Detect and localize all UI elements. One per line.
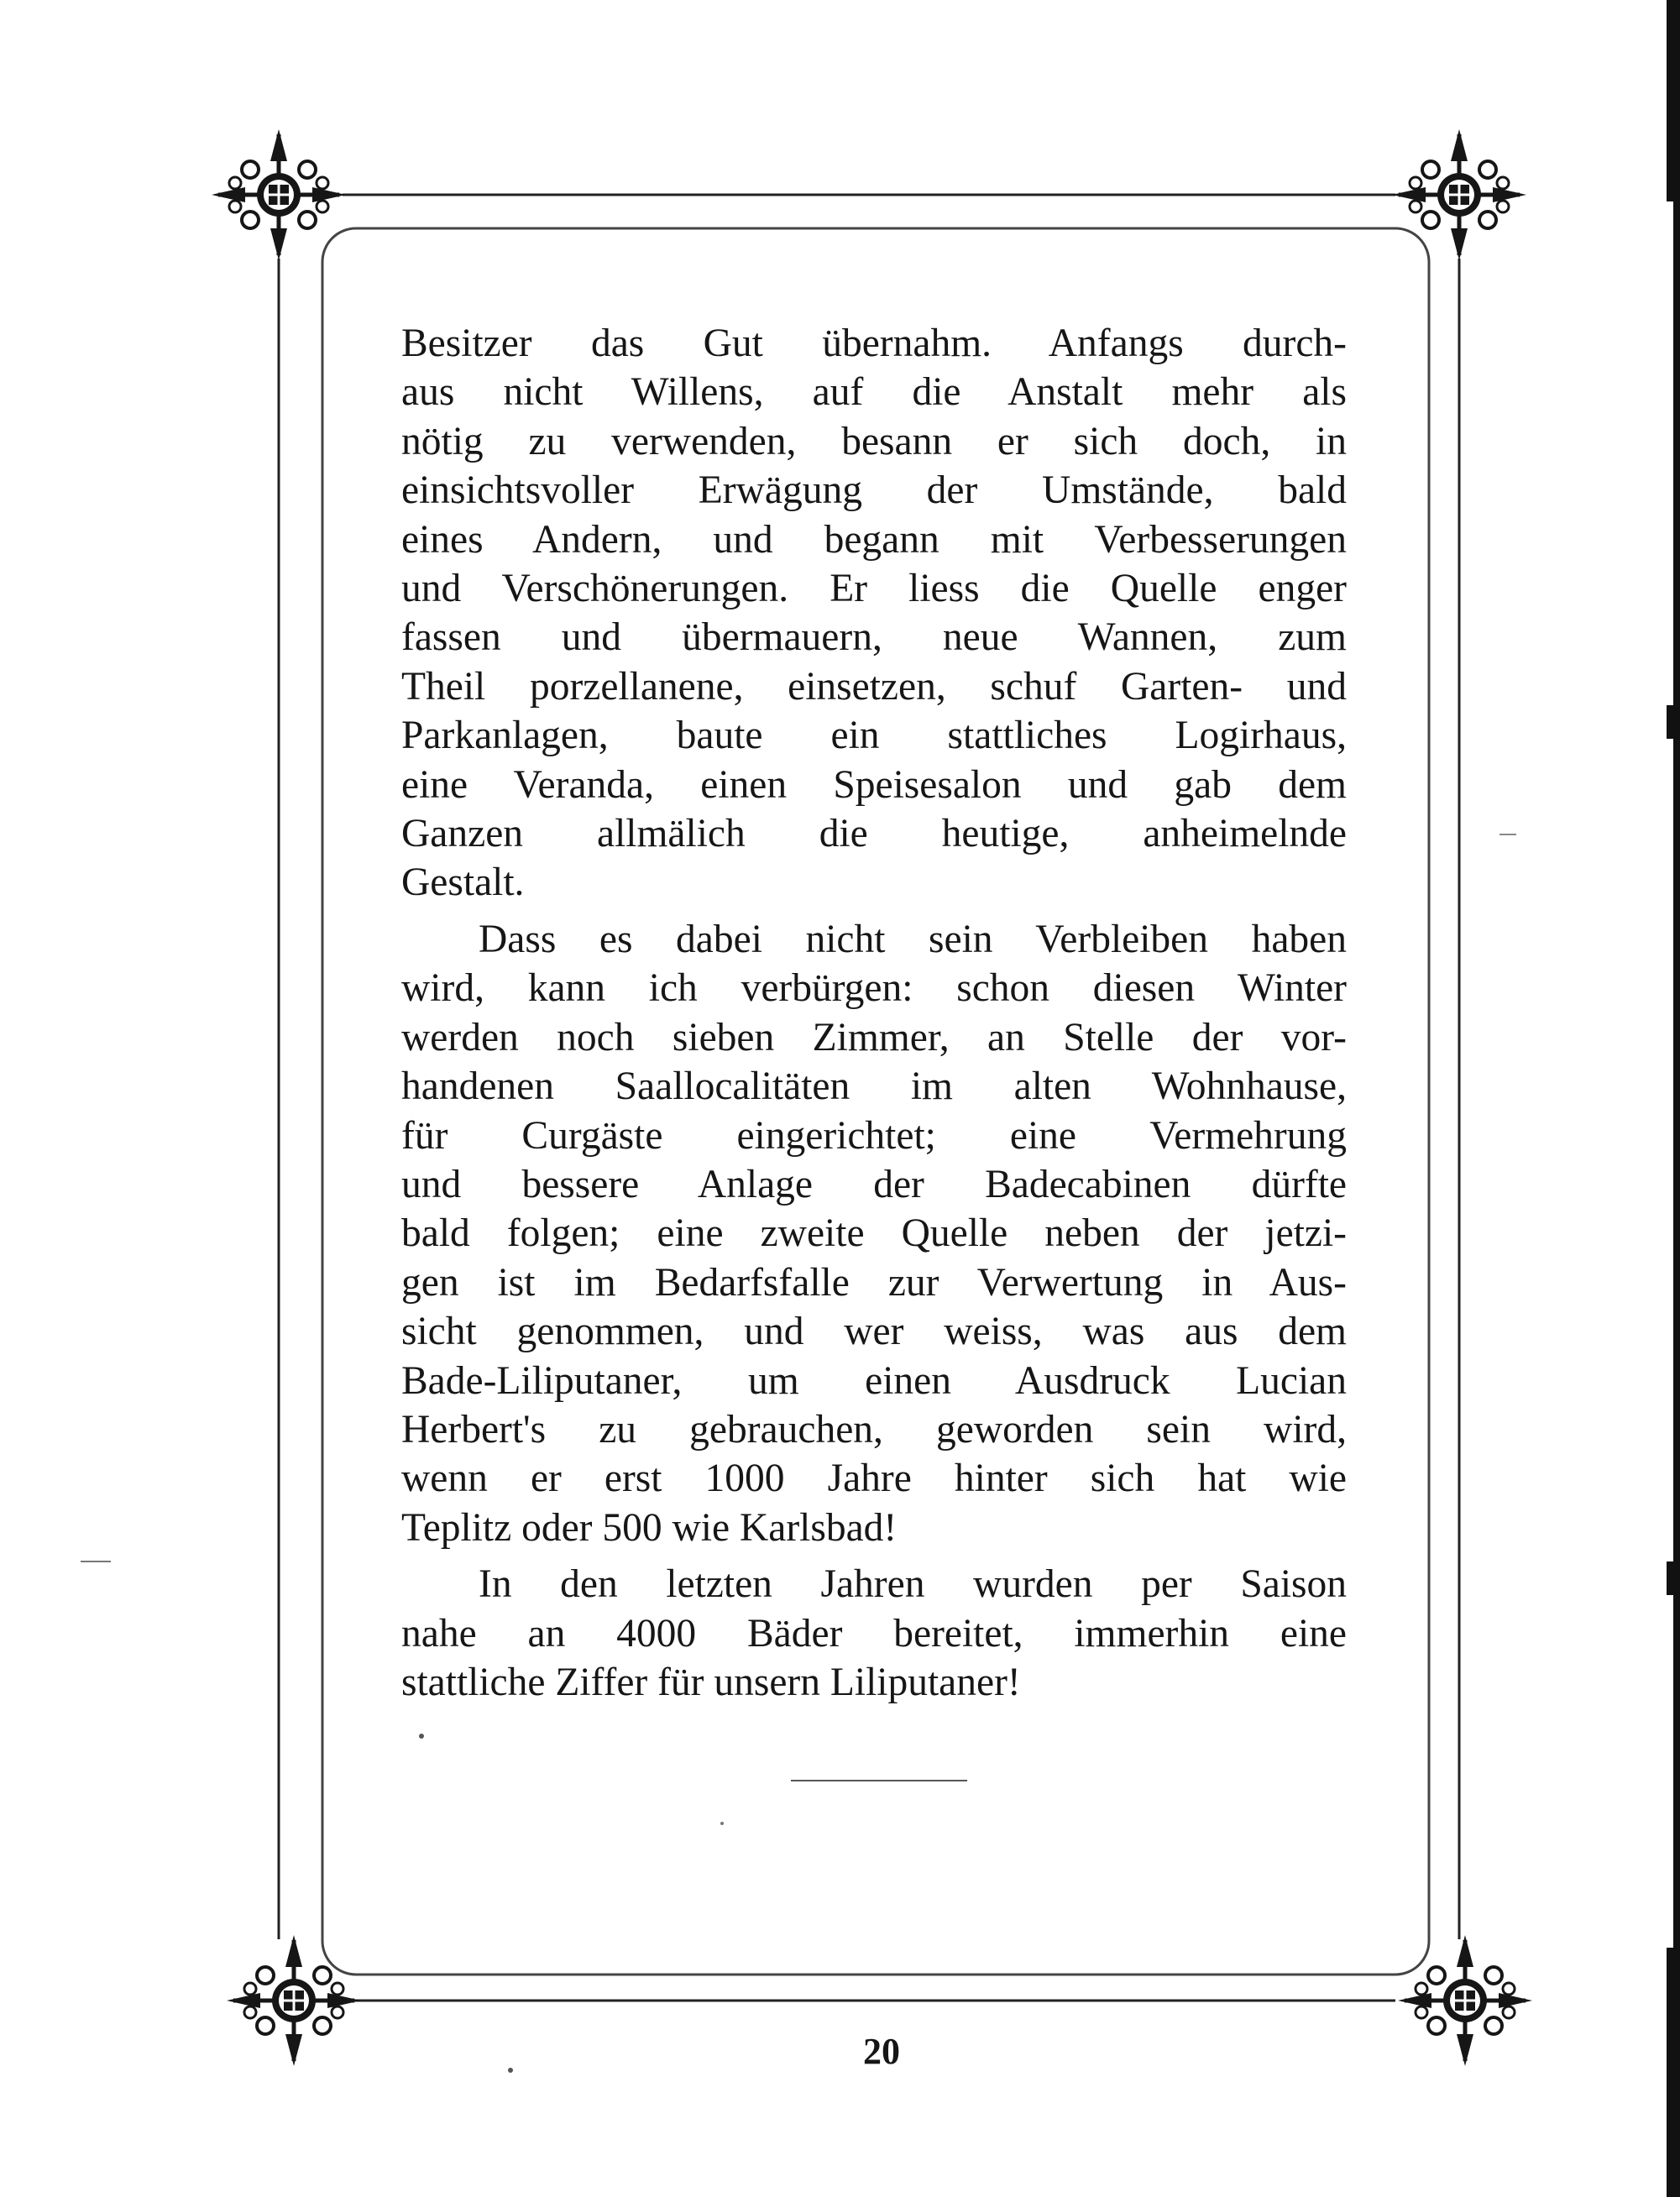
text-line: handenen Saallocalitäten im alten Wohnhause, — [401, 1064, 1347, 1109]
paragraph — [401, 319, 1347, 908]
text-line: werden noch sieben Zimmer, an Stelle der vor- — [401, 1015, 1347, 1059]
text-line: einsichtsvoller Erwägung der Umstände, bald — [401, 468, 1347, 513]
text-line: für Curgäste eingerichtet; eine Vermehrung — [401, 1113, 1347, 1158]
paragraph — [401, 915, 1347, 1552]
text-line: wird, kann ich verbürgen: schon diesen Winter — [401, 966, 1347, 1011]
text-line: Ganzen allmälich die heutige, anheimelnde — [401, 812, 1347, 856]
text-line: In den letzten Jahren wurden per Saison — [479, 1562, 1347, 1607]
body-text — [401, 319, 1347, 1714]
text-line: eines Andern, und begann mit Verbesserungen — [401, 517, 1347, 562]
text-line: aus nicht Willens, auf die Anstalt mehr als — [401, 370, 1347, 415]
text-line: Besitzer das Gut übernahm. Anfangs durch- — [401, 322, 1347, 365]
paragraph — [401, 1560, 1347, 1707]
text-line: und bessere Anlage der Badecabinen dürfte — [401, 1162, 1347, 1206]
text-line: eine Veranda, einen Speisesalon und gab dem — [401, 762, 1347, 807]
text-line: Parkanlagen, baute ein stattliches Logirhaus, — [401, 714, 1347, 758]
text-line: nötig zu verwenden, besann er sich doch, in — [401, 419, 1347, 463]
text-line: Gestalt. — [401, 860, 525, 905]
text-line: stattliche Ziffer für unsern Liliputaner! — [401, 1660, 1021, 1704]
text-line: Theil porzellanene, einsetzen, schuf Garten- und — [401, 664, 1347, 709]
text-line: Teplitz oder 500 wie Karlsbad! — [401, 1505, 898, 1550]
text-line: nahe an 4000 Bäder bereitet, immerhin eine — [401, 1611, 1347, 1656]
text-line: sicht genommen, und wer weiss, was aus dem — [401, 1310, 1347, 1354]
text-line: fassen und übermauern, neue Wannen, zum — [401, 615, 1347, 660]
top-right-ornament-icon — [1392, 129, 1526, 260]
text-line: und Verschönerungen. Er liess die Quelle enger — [401, 567, 1347, 611]
text-line: Bade-Liliputaner, um einen Ausdruck Lucian — [401, 1358, 1347, 1403]
text-line: Dass es dabei nicht sein Verbleiben haben — [479, 917, 1347, 961]
page-number: 20 — [863, 2031, 900, 2072]
end-rule-divider — [791, 1780, 967, 1781]
text-line: wenn er erst 1000 Jahre hinter sich hat wie — [401, 1457, 1347, 1501]
top-left-ornament-icon — [212, 129, 346, 260]
bottom-right-ornament-icon — [1398, 1935, 1532, 2066]
text-line: bald folgen; eine zweite Quelle neben der jetzi- — [401, 1211, 1347, 1256]
text-line: Herbert's zu gebrauchen, geworden sein wird, — [401, 1407, 1347, 1452]
bottom-left-ornament-icon — [227, 1935, 361, 2066]
text-line: gen ist im Bedarfsfalle zur Verwertung in Aus- — [401, 1260, 1347, 1305]
